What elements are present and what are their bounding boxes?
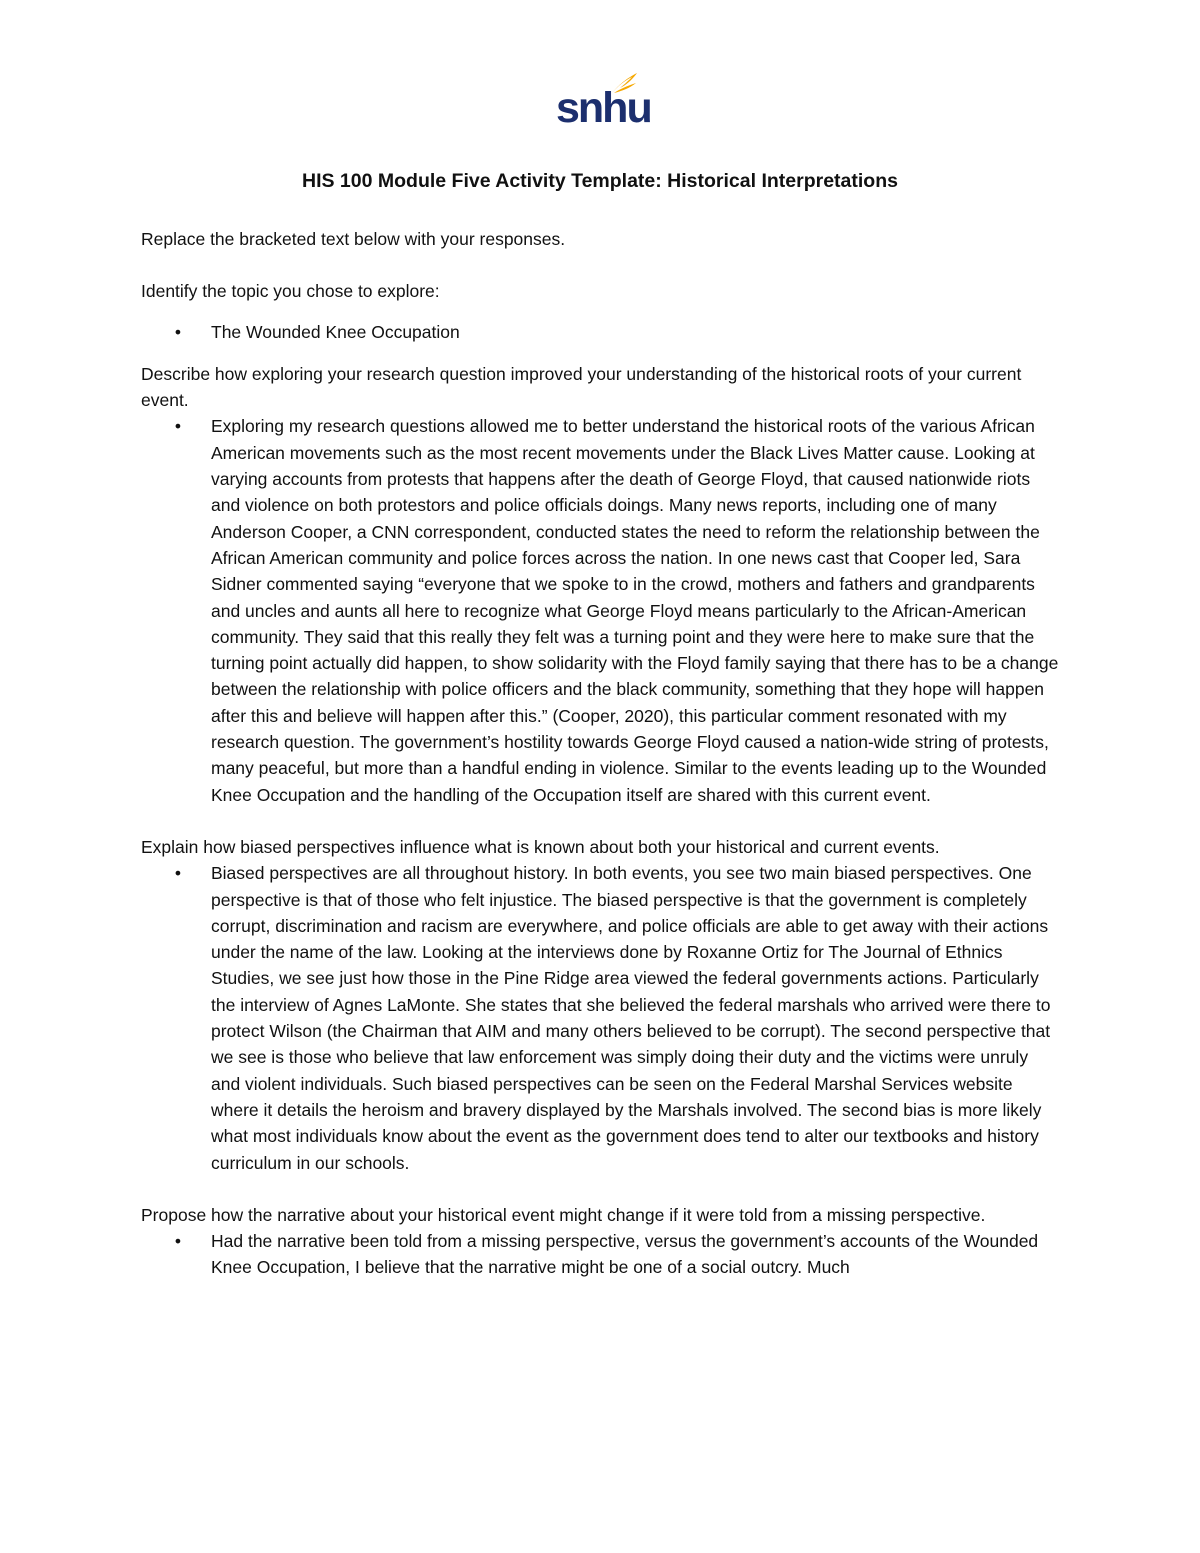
list-item xyxy=(174,860,1061,1176)
response-list-missing-perspective xyxy=(141,1228,1061,1281)
prompt-missing-perspective: Propose how the narrative about your historical event might change if it were told from a missing perspective. xyxy=(141,1204,986,1225)
prompt-topic: Identify the topic you chose to explore: xyxy=(141,281,440,302)
logo-wordmark: snhu xyxy=(556,84,651,132)
bullet-icon: • xyxy=(174,1231,182,1252)
response-research-question: Exploring my research questions allowed me to better understand the historical roots of the various African American movements such as the most recent movements under the Black Lives Matter cause. Looking at varying accounts from protests that happens after the death of George Floyd, that caused nationwide riots and violence on both protestors and police officials doings. Many news reports, including one of many Anderson Cooper, a CNN correspondent, conducted states the need to reform the relationship between the African American community and police forces across the nation. In one news cast that Cooper led, Sara Sidner commented saying “everyone that we spoke to in the crowd, mothers and fathers and grandparents and uncles and aunts all here to recognize what George Floyd means particularly to the African-American community. They said that this really they felt was a turning point and they were here to make sure that the turning point actually did happen, to show solidarity with the Floyd family saying that there has to be a change between the relationship with police officers and the black community, something that they hope will happen after this and believe will happen after this.” (Cooper, 2020), this particular comment resonated with my research question. The government’s hostility towards George Floyd caused a nation-wide string of protests, many peaceful, but more than a handful ending in violence. Similar to the events leading up to the Wounded Knee Occupation and the handling of the Occupation itself are shared with this current event. xyxy=(211,416,1059,805)
bullet-icon: • xyxy=(174,416,182,437)
response-biased-perspectives: Biased perspectives are all throughout history. In both events, you see two main biased perspectives. One perspective is that of those who felt injustice. The biased perspective is that the government is completely corrupt, discrimination and racism are everywhere, and police officials are able to get away with their actions under the name of the law. Looking at the interviews done by Roxanne Ortiz for The Journal of Ethnics Studies, we see just how those in the Pine Ridge area viewed the federal governments actions. Particularly the interview of Agnes LaMonte. She states that she believed the federal marshals who arrived were there to protect Wilson (the Chairman that AIM and many others believed to be corrupt). The second perspective that we see is those who believe that law enforcement was simply doing their duty and the victims were unruly and violent individuals. Such biased perspectives can be seen on the Federal Marshal Services website where it details the heroism and bravery displayed by the Marshals involved. The second bias is more likely what most individuals know about the event as the government does tend to alter our textbooks and history curriculum in our schools. xyxy=(211,863,1051,1173)
response-missing-perspective: Had the narrative been told from a missing perspective, versus the government’s accounts of the Wounded Knee Occupation, I believe that the narrative might be one of a social outcry. Much xyxy=(211,1231,1039,1278)
document-body xyxy=(141,226,1061,1281)
response-list-research-question xyxy=(141,413,1061,807)
document-title: HIS 100 Module Five Activity Template: Historical Interpretations xyxy=(302,170,898,192)
prompt-biased-perspectives: Explain how biased perspectives influence what is known about both your historical and current events. xyxy=(141,836,940,857)
list-item xyxy=(174,413,1061,807)
response-list-biased-perspectives xyxy=(141,860,1061,1176)
bullet-icon: • xyxy=(174,321,182,342)
response-topic: The Wounded Knee Occupation xyxy=(211,321,460,342)
list-item xyxy=(174,1228,1061,1281)
list-item xyxy=(174,319,1061,345)
snhu-logo xyxy=(556,72,651,134)
prompt-research-question: Describe how exploring your research question improved your understanding of the historical roots of your current event. xyxy=(141,363,1022,411)
instructions-text: Replace the bracketed text below with your responses. xyxy=(141,229,566,249)
response-list-topic xyxy=(141,319,1061,345)
bullet-icon: • xyxy=(174,863,182,884)
